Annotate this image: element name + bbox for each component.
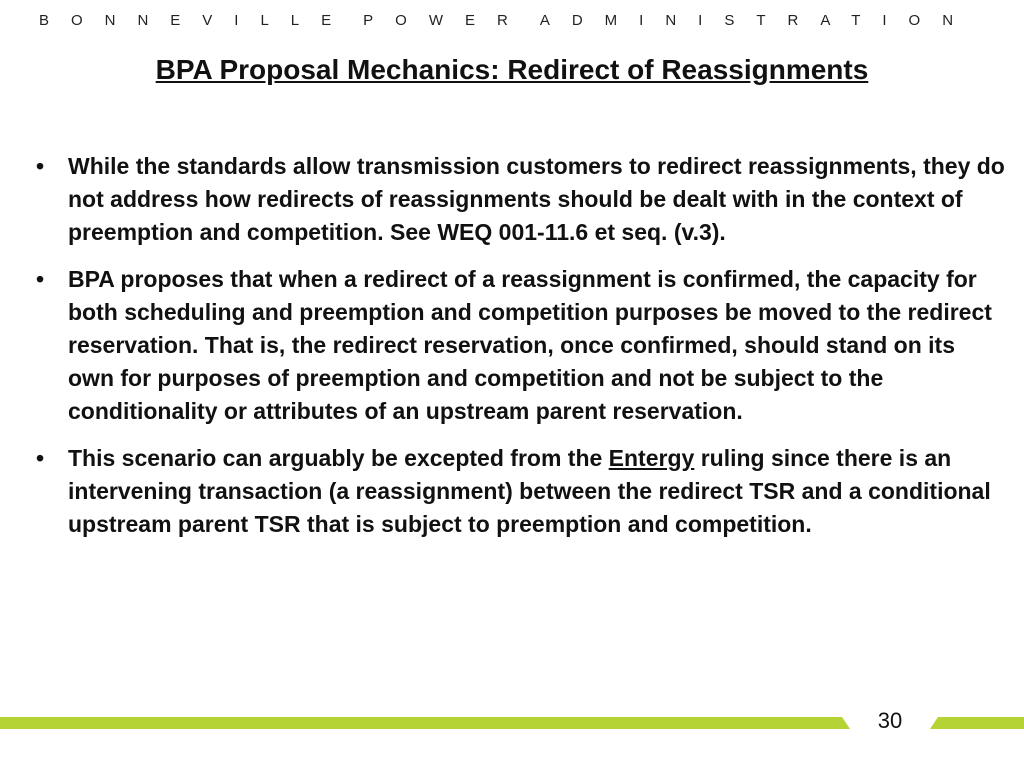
case-reference: Entergy: [608, 445, 695, 471]
footer-accent-bar-left: [0, 717, 850, 729]
bullet-item: [30, 150, 1005, 249]
bullet-item: [30, 442, 1005, 541]
org-header-word: BONNEVILLE: [38, 12, 354, 29]
bullet-text: BPA proposes that when a redirect of a reassignment is confirmed, the capacity for both scheduling and preemption and competition purposes be moved to the redirect reservation. That is, the redirect reservation, once confirmed, should stand on its own for purposes of preemption and competition and not be subject to the conditionality or attributes of an upstream parent reservation.: [68, 266, 992, 424]
org-header-word: POWER: [363, 12, 530, 29]
org-header-word: ADMINISTRATION: [539, 12, 976, 29]
bullet-item: [30, 263, 1005, 428]
page-number: 30: [877, 708, 903, 733]
bullet-text: While the standards allow transmission customers to redirect reassignments, they do not address how redirects of reassignments should be dealt with in the context of preemption and competition. See WEQ 001-11.6 et seq. (v.3).: [68, 153, 1005, 245]
footer-accent-bar-right: [930, 717, 1024, 729]
bullet-marker: •: [35, 153, 45, 179]
bullet-text: This scenario can arguably be excepted from the: [68, 445, 609, 471]
bullet-marker: •: [35, 445, 45, 471]
bullet-marker: •: [35, 266, 45, 292]
bullet-list: [30, 150, 1005, 555]
organization-header: [0, 12, 1024, 29]
bullet-text-continued: ruling since there is an intervening transaction (a reassignment) between the redirect TSR and a conditional upstream parent TSR that is subject to preemption and competition.: [68, 445, 991, 537]
slide-title: BPA Proposal Mechanics: Redirect of Reassignments: [155, 54, 869, 85]
